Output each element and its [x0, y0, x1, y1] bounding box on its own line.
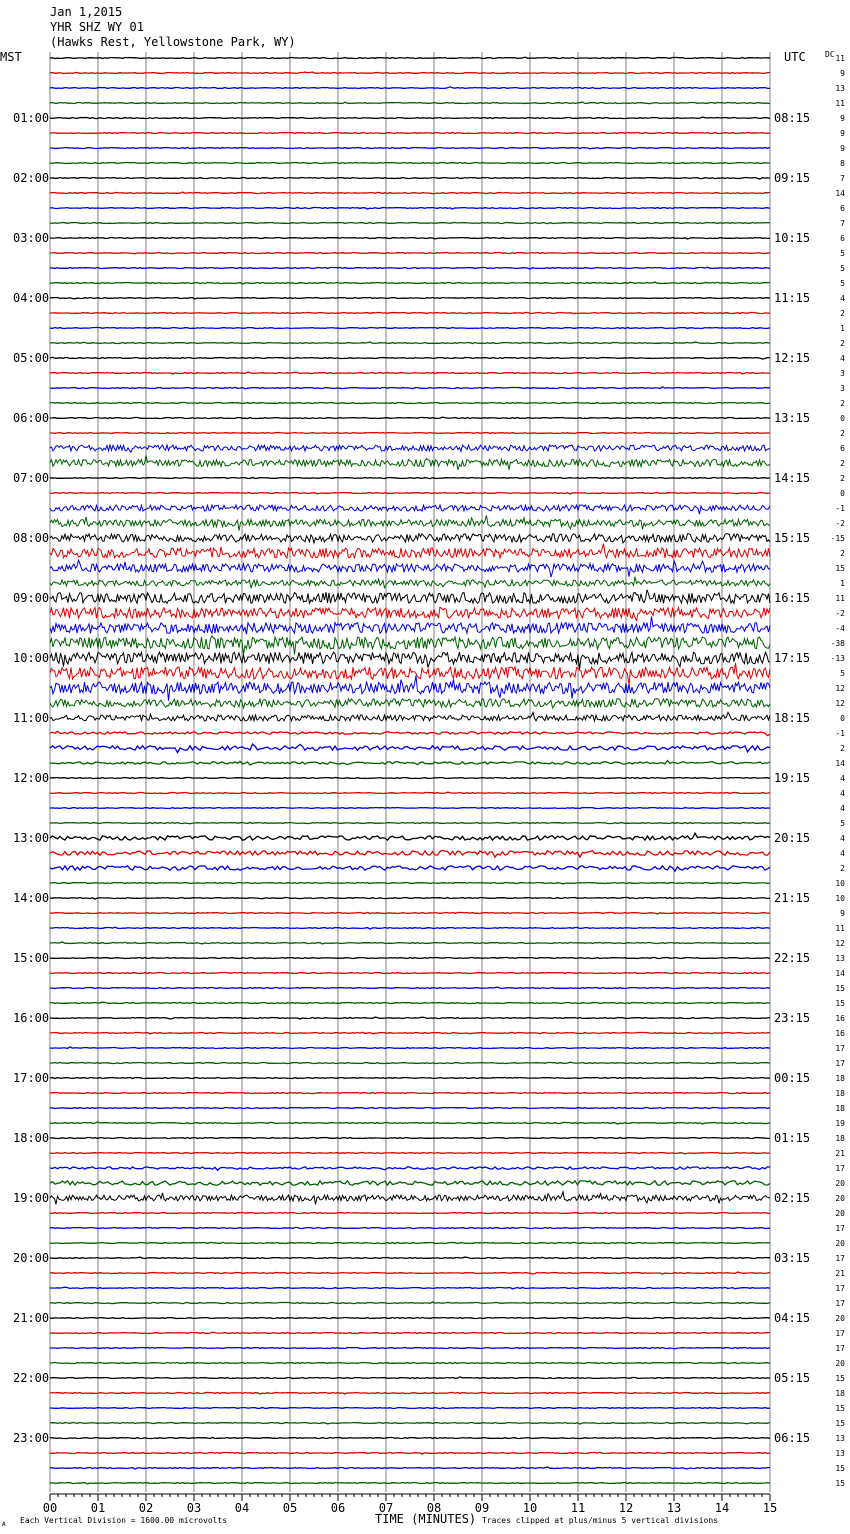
- dc-offset-value: 16: [835, 1014, 845, 1023]
- dc-offset-value: 2: [840, 339, 845, 348]
- trace-line: [50, 544, 770, 559]
- dc-offset-value: 10: [835, 879, 845, 888]
- dc-offset-value: 4: [840, 834, 845, 843]
- dc-offset-value: 15: [835, 1419, 845, 1428]
- dc-offset-value: -13: [830, 654, 845, 663]
- trace-line: [50, 833, 770, 840]
- trace-line: [50, 560, 770, 577]
- dc-offset-value: 4: [840, 804, 845, 813]
- right-hour-label: 01:15: [774, 1131, 811, 1145]
- right-hour-label: 00:15: [774, 1071, 811, 1085]
- trace-line: [50, 712, 770, 721]
- trace-line: [50, 1377, 770, 1379]
- trace-line: [50, 1348, 770, 1349]
- trace-line: [50, 357, 770, 359]
- dc-offset-value: -4: [835, 624, 845, 633]
- x-tick-label: 15: [762, 1501, 778, 1515]
- trace-line: [50, 676, 770, 701]
- trace-line: [50, 282, 770, 284]
- trace-line: [50, 102, 770, 104]
- trace-line: [50, 616, 770, 634]
- dc-offset-value: -38: [830, 639, 845, 648]
- dc-offset-value: 17: [835, 1059, 845, 1068]
- left-hour-label: 21:00: [13, 1311, 50, 1325]
- trace-line: [50, 866, 770, 871]
- trace-line: [50, 1047, 770, 1049]
- left-hour-label: 11:00: [13, 711, 50, 725]
- dc-offset-value: -15: [830, 534, 845, 543]
- x-tick-label: 04: [234, 1501, 250, 1515]
- trace-line: [50, 1302, 770, 1304]
- x-tick-label: 07: [378, 1501, 394, 1515]
- trace-line: [50, 1213, 770, 1214]
- dc-offset-value: 16: [835, 1029, 845, 1038]
- x-tick-label: 14: [714, 1501, 730, 1515]
- right-hour-label: 13:15: [774, 411, 811, 425]
- trace-line: [50, 298, 770, 299]
- dc-offset-value: 5: [840, 669, 845, 678]
- right-hour-label: 17:15: [774, 651, 811, 665]
- trace-line: [50, 1242, 770, 1243]
- left-hour-label: 14:00: [13, 891, 50, 905]
- dc-offset-value: 11: [835, 594, 845, 603]
- trace-line: [50, 433, 770, 434]
- right-hour-label: 08:15: [774, 111, 811, 125]
- trace-line: [50, 267, 770, 269]
- dc-offset-value: 10: [835, 894, 845, 903]
- right-hour-label: 16:15: [774, 591, 811, 605]
- x-tick-label: 05: [282, 1501, 298, 1515]
- dc-offset-value: 14: [835, 189, 845, 198]
- right-hour-label: 19:15: [774, 771, 811, 785]
- dc-offset-value: 2: [840, 864, 845, 873]
- right-hour-label: 10:15: [774, 231, 811, 245]
- trace-line: [50, 445, 770, 452]
- dc-offset-value: 20: [835, 1314, 845, 1323]
- left-hour-label: 08:00: [13, 531, 50, 545]
- dc-offset-value: 15: [835, 1464, 845, 1473]
- dc-offset-value: 17: [835, 1329, 845, 1338]
- trace-line: [50, 1287, 770, 1289]
- trace-line: [50, 913, 770, 915]
- trace-line: [50, 178, 770, 180]
- trace-line: [50, 972, 770, 973]
- x-tick-label: 00: [42, 1501, 58, 1515]
- trace-line: [50, 1257, 770, 1258]
- trace-line: [50, 1192, 770, 1205]
- trace-line: [50, 372, 770, 374]
- trace-line: [50, 192, 770, 194]
- trace-line: [50, 731, 770, 735]
- trace-line: [50, 777, 770, 778]
- scale-note: Each Vertical Division = 1600.00 microvolts: [20, 1516, 228, 1525]
- left-hour-label: 02:00: [13, 171, 50, 185]
- dc-offset-value: 2: [840, 399, 845, 408]
- dc-offset-value: 18: [835, 1089, 845, 1098]
- trace-line: [50, 478, 770, 479]
- trace-line: [50, 417, 770, 418]
- trace-line: [50, 87, 770, 89]
- right-hour-label: 03:15: [774, 1251, 811, 1265]
- trace-line: [50, 57, 770, 58]
- right-hour-label: 22:15: [774, 951, 811, 965]
- right-hour-label: 23:15: [774, 1011, 811, 1025]
- right-hour-label: 15:15: [774, 531, 811, 545]
- dc-offset-value: 6: [840, 234, 845, 243]
- dc-offset-value: 9: [840, 114, 845, 123]
- dc-offset-value: 11: [835, 54, 845, 63]
- dc-offset-value: 9: [840, 909, 845, 918]
- right-hour-label: 04:15: [774, 1311, 811, 1325]
- dc-offset-header: DC: [825, 50, 835, 59]
- trace-line: [50, 850, 770, 857]
- dc-offset-value: -2: [835, 609, 845, 618]
- trace-line: [50, 823, 770, 824]
- dc-offset-value: 14: [835, 759, 845, 768]
- x-tick-label: 13: [666, 1501, 682, 1515]
- dc-offset-value: 15: [835, 564, 845, 573]
- footer-mark: A: [2, 1521, 6, 1528]
- trace-line: [50, 133, 770, 134]
- dc-offset-value: 1: [840, 324, 845, 333]
- trace-line: [50, 1483, 770, 1484]
- trace-line: [50, 1017, 770, 1019]
- header-location: (Hawks Rest, Yellowstone Park, WY): [50, 35, 296, 49]
- trace-line: [50, 72, 770, 74]
- right-hour-labels: [774, 111, 810, 1445]
- dc-offset-value: 13: [835, 1434, 845, 1443]
- dc-offset-value: 6: [840, 444, 845, 453]
- dc-offset-value: 12: [835, 699, 845, 708]
- left-hour-label: 01:00: [13, 111, 50, 125]
- left-hour-label: 10:00: [13, 651, 50, 665]
- clip-note: Traces clipped at plus/minus 5 vertical divisions: [482, 1516, 719, 1525]
- trace-line: [50, 313, 770, 314]
- x-tick-label: 10: [522, 1501, 538, 1515]
- right-hour-label: 14:15: [774, 471, 811, 485]
- dc-offset-value: 18: [835, 1074, 845, 1083]
- dc-offset-value: 15: [835, 1374, 845, 1383]
- dc-offset-value: 13: [835, 1449, 845, 1458]
- trace-line: [50, 1317, 770, 1318]
- right-hour-label: 20:15: [774, 831, 811, 845]
- trace-line: [50, 1423, 770, 1425]
- left-hour-label: 16:00: [13, 1011, 50, 1025]
- dc-offset-value: 15: [835, 1404, 845, 1413]
- trace-line: [50, 699, 770, 708]
- trace-line: [50, 1153, 770, 1154]
- dc-offset-value: 20: [835, 1179, 845, 1188]
- trace-line: [50, 792, 770, 793]
- dc-offset-value: 0: [840, 489, 845, 498]
- trace-line: [50, 402, 770, 403]
- trace-line: [50, 162, 770, 163]
- trace-line: [50, 516, 770, 531]
- left-hour-label: 18:00: [13, 1131, 50, 1145]
- dc-offset-value: 21: [835, 1149, 845, 1158]
- trace-line: [50, 534, 770, 543]
- dc-offset-value: 15: [835, 999, 845, 1008]
- dc-offset-value: 2: [840, 459, 845, 468]
- trace-line: [50, 987, 770, 988]
- trace-line: [50, 253, 770, 254]
- right-timezone-label: UTC: [784, 50, 806, 64]
- dc-offset-value: 14: [835, 969, 845, 978]
- trace-line: [50, 898, 770, 900]
- dc-offset-value: 2: [840, 429, 845, 438]
- trace-line: [50, 1032, 770, 1034]
- right-hour-label: 05:15: [774, 1371, 811, 1385]
- trace-line: [50, 744, 770, 753]
- dc-offset-value: 19: [835, 1119, 845, 1128]
- dc-offset-value: 6: [840, 204, 845, 213]
- x-tick-label: 06: [330, 1501, 346, 1515]
- trace-line: [50, 493, 770, 495]
- trace-line: [50, 577, 770, 589]
- trace-line: [50, 387, 770, 389]
- trace-line: [50, 1122, 770, 1124]
- x-tick-label: 03: [186, 1501, 202, 1515]
- x-tick-label: 01: [90, 1501, 106, 1515]
- left-hour-label: 04:00: [13, 291, 50, 305]
- trace-line: [50, 342, 770, 343]
- right-hour-label: 21:15: [774, 891, 811, 905]
- header-date: Jan 1,2015: [50, 5, 123, 19]
- x-tick-label: 12: [618, 1501, 634, 1515]
- dc-offset-value: 7: [840, 219, 845, 228]
- dc-offset-value: 20: [835, 1194, 845, 1203]
- dc-offset-value: 0: [840, 414, 845, 423]
- dc-offset-value: 13: [835, 84, 845, 93]
- trace-line: [50, 958, 770, 959]
- left-timezone-label: MST: [0, 50, 22, 64]
- trace-line: [50, 1438, 770, 1439]
- trace-line: [50, 761, 770, 765]
- dc-offset-value: 20: [835, 1209, 845, 1218]
- trace-line: [50, 505, 770, 514]
- x-tick-label: 08: [426, 1501, 442, 1515]
- left-hour-label: 15:00: [13, 951, 50, 965]
- dc-offset-value: 4: [840, 789, 845, 798]
- trace-line: [50, 238, 770, 240]
- trace-line: [50, 1167, 770, 1171]
- dc-offset-value: 15: [835, 1479, 845, 1488]
- dc-offset-value: 12: [835, 684, 845, 693]
- dc-offset-value: 11: [835, 924, 845, 933]
- trace-line: [50, 1272, 770, 1274]
- dc-offset-value: 5: [840, 279, 845, 288]
- dc-offset-value: -2: [835, 519, 845, 528]
- dc-offset-value: 11: [835, 99, 845, 108]
- dc-offset-labels: [831, 54, 846, 1488]
- right-hour-label: 18:15: [774, 711, 811, 725]
- trace-line: [50, 1452, 770, 1454]
- dc-offset-value: 3: [840, 384, 845, 393]
- trace-line: [50, 207, 770, 209]
- dc-offset-value: 4: [840, 774, 845, 783]
- dc-offset-value: 17: [835, 1224, 845, 1233]
- header-station: YHR SHZ WY 01: [50, 20, 144, 34]
- trace-line: [50, 927, 770, 929]
- left-hour-label: 20:00: [13, 1251, 50, 1265]
- trace-line: [50, 1467, 770, 1469]
- dc-offset-value: 1: [840, 579, 845, 588]
- trace-line: [50, 590, 770, 604]
- right-hour-label: 06:15: [774, 1431, 811, 1445]
- dc-offset-value: 0: [840, 714, 845, 723]
- dc-offset-value: 13: [835, 954, 845, 963]
- left-hour-label: 03:00: [13, 231, 50, 245]
- dc-offset-value: -1: [835, 504, 845, 513]
- x-axis-label: TIME (MINUTES): [375, 1512, 477, 1526]
- dc-offset-value: 17: [835, 1344, 845, 1353]
- dc-offset-value: 5: [840, 249, 845, 258]
- left-hour-label: 22:00: [13, 1371, 50, 1385]
- trace-line: [50, 1062, 770, 1063]
- dc-offset-value: 9: [840, 69, 845, 78]
- trace-line: [50, 1228, 770, 1229]
- trace-line: [50, 1138, 770, 1139]
- trace-line: [50, 1363, 770, 1364]
- trace-line: [50, 1392, 770, 1394]
- left-hour-label: 06:00: [13, 411, 50, 425]
- dc-offset-value: 4: [840, 354, 845, 363]
- dc-offset-value: 9: [840, 144, 845, 153]
- right-hour-label: 09:15: [774, 171, 811, 185]
- left-hour-label: 19:00: [13, 1191, 50, 1205]
- x-tick-label: 11: [570, 1501, 586, 1515]
- dc-offset-value: 17: [835, 1299, 845, 1308]
- trace-line: [50, 636, 770, 655]
- dc-offset-value: 2: [840, 744, 845, 753]
- x-tick-label: 02: [138, 1501, 154, 1515]
- trace-line: [50, 1093, 770, 1094]
- left-hour-labels: [13, 111, 49, 1445]
- dc-offset-value: 9: [840, 129, 845, 138]
- trace-line: [50, 327, 770, 328]
- dc-offset-value: 17: [835, 1254, 845, 1263]
- dc-offset-value: 12: [835, 939, 845, 948]
- dc-offset-value: 20: [835, 1359, 845, 1368]
- left-hour-label: 12:00: [13, 771, 50, 785]
- seismic-traces: [50, 57, 770, 1484]
- left-hour-label: 09:00: [13, 591, 50, 605]
- dc-offset-value: 4: [840, 294, 845, 303]
- trace-line: [50, 117, 770, 118]
- dc-offset-value: 18: [835, 1134, 845, 1143]
- dc-offset-value: 2: [840, 309, 845, 318]
- dc-offset-value: 21: [835, 1269, 845, 1278]
- dc-offset-value: 4: [840, 849, 845, 858]
- x-tick-label: 09: [474, 1501, 490, 1515]
- dc-offset-value: 8: [840, 159, 845, 168]
- trace-line: [50, 1002, 770, 1003]
- left-hour-label: 23:00: [13, 1431, 50, 1445]
- trace-line: [50, 1108, 770, 1109]
- trace-line: [50, 883, 770, 884]
- dc-offset-value: 3: [840, 369, 845, 378]
- trace-line: [50, 1408, 770, 1409]
- dc-offset-value: 18: [835, 1389, 845, 1398]
- dc-offset-value: 2: [840, 474, 845, 483]
- left-hour-label: 13:00: [13, 831, 50, 845]
- dc-offset-value: 18: [835, 1104, 845, 1113]
- trace-line: [50, 942, 770, 944]
- trace-line: [50, 808, 770, 809]
- trace-line: [50, 148, 770, 149]
- right-hour-label: 11:15: [774, 291, 811, 305]
- right-hour-label: 02:15: [774, 1191, 811, 1205]
- dc-offset-value: 17: [835, 1284, 845, 1293]
- trace-line: [50, 223, 770, 224]
- dc-offset-value: 20: [835, 1239, 845, 1248]
- left-hour-label: 17:00: [13, 1071, 50, 1085]
- dc-offset-value: -1: [835, 729, 845, 738]
- dc-offset-value: 5: [840, 264, 845, 273]
- trace-line: [50, 1332, 770, 1333]
- left-hour-label: 05:00: [13, 351, 50, 365]
- trace-line: [50, 1181, 770, 1185]
- dc-offset-value: 7: [840, 174, 845, 183]
- left-hour-label: 07:00: [13, 471, 50, 485]
- dc-offset-value: 5: [840, 819, 845, 828]
- dc-offset-value: 17: [835, 1164, 845, 1173]
- trace-line: [50, 455, 770, 470]
- trace-line: [50, 1078, 770, 1079]
- dc-offset-value: 2: [840, 549, 845, 558]
- dc-offset-value: 17: [835, 1044, 845, 1053]
- trace-line: [50, 607, 770, 621]
- right-hour-label: 12:15: [774, 351, 811, 365]
- dc-offset-value: 15: [835, 984, 845, 993]
